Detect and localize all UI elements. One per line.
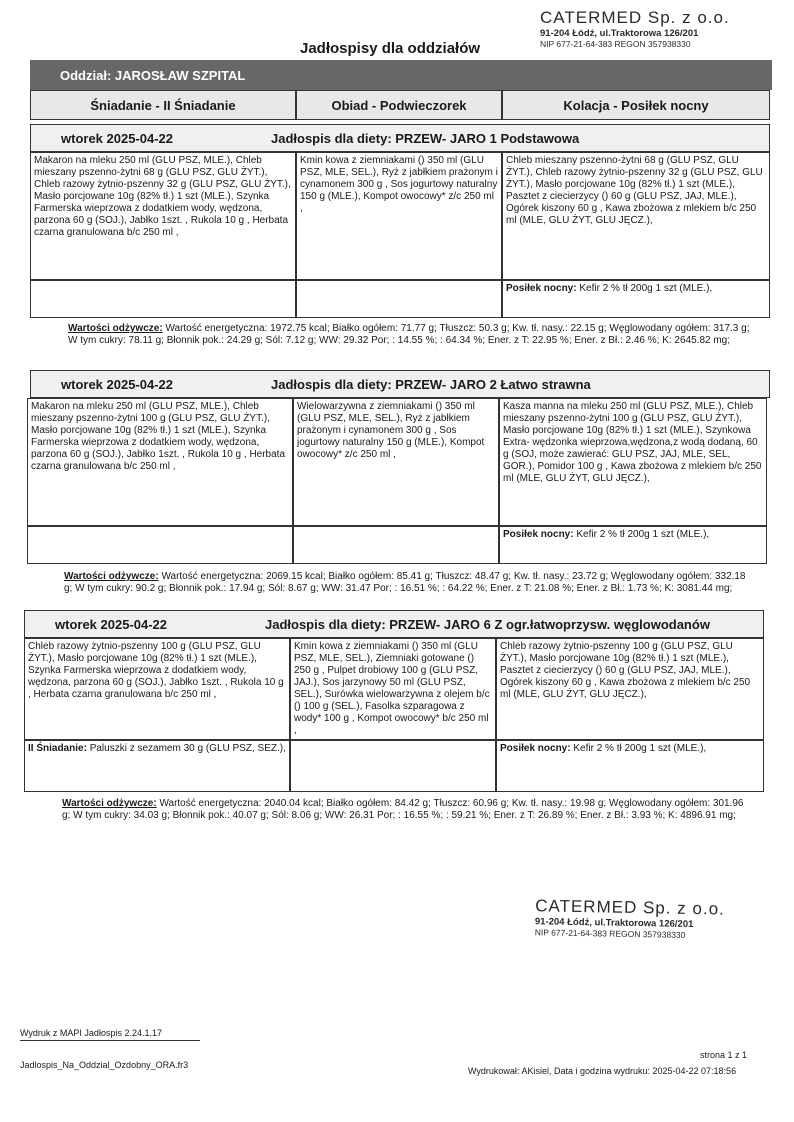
second-breakfast-label: II Śniadanie:	[28, 743, 87, 754]
night-meal-text: Kefir 2 % tł 200g 1 szt (MLE.),	[573, 743, 707, 754]
night-meal-cell	[496, 740, 764, 792]
diet-header	[30, 370, 770, 398]
footer-divider	[20, 1040, 200, 1041]
diet-name: Jadłospis dla diety: PRZEW- JARO 2 Łatwo strawna	[271, 377, 591, 392]
department-bar: Oddział: JAROSŁAW SZPITAL	[30, 60, 772, 90]
second-breakfast-cell	[27, 526, 293, 564]
snack-cell	[296, 280, 502, 318]
night-meal-text: Kefir 2 % tł 200g 1 szt (MLE.),	[576, 529, 710, 540]
snack-cell	[293, 526, 499, 564]
second-breakfast-cell	[24, 740, 290, 792]
nutrition-label: Wartości odżywcze:	[62, 798, 157, 809]
column-header-breakfast: Śniadanie - II Śniadanie	[30, 90, 296, 120]
diet-name: Jadłospis dla diety: PRZEW- JARO 1 Podstawowa	[271, 131, 580, 146]
nutrition-text: Wartość energetyczna: 2040.04 kcal; Białko ogółem: 84.42 g; Tłuszcz: 60.96 g; Kw. tł. nasy.: 19.98 g; Węglowodany ogółem: 301.96 g; W tym cukry: 34.03 g; Błonnik pok.: 40.07 g; Sól: 8.06 g; WW: 26.31 Por; : 16.55 %; : 59.21 %; Ener. z T: 26.89 %; Ener. z Bł.: 3.93 %; K: 4896.91 mg;	[62, 798, 744, 821]
diet-header	[30, 124, 770, 152]
footer-program: Wydruk z MAPI Jadłospis 2.24.1.17	[20, 1028, 162, 1038]
dinner-cell: Chleb mieszany pszenno-żytni 68 g (GLU PSZ, GLU ŻYT.), Chleb razowy żytnio-pszenny 32 g (GLU PSZ, GLU ŻYT.), Masło porcjowane 10g (82% tł.) 1 szt (MLE.), Pasztet z ciecierzycy () 60 g (GLU PSZ, JAJ, MLE.), Ogórek kiszony 60 g , Kawa zbożowa z mlekiem b/c 250 ml (MLE, GLU ŻYT, GLU JĘCZ.),	[502, 152, 770, 280]
diet-name: Jadłospis dla diety: PRZEW- JARO 6 Z ogr.łatwoprzysw. węglowodanów	[265, 617, 710, 632]
column-header-lunch: Obiad - Podwieczorek	[296, 90, 502, 120]
lunch-cell: Wielowarzywna z ziemniakami () 350 ml (GLU PSZ, MLE, SEL.), Ryż z jabłkiem prażonym i cynamonem 300 g , Sos jogurtowy naturalny 150 g (MLE.), Kompot owocowy* z/c 250 ml ,	[293, 398, 499, 526]
stamp-address: 91-204 Łódź, ul.Traktorowa 126/201	[540, 28, 699, 39]
night-meal-cell	[502, 280, 770, 318]
dinner-cell: Kasza manna na mleku 250 ml (GLU PSZ, MLE.), Chleb mieszany pszenno-żytni 100 g (GLU PSZ, GLU ŻYT.), Masło porcjowane 10g (82% tł.) 1 szt (MLE.), Szynkowa Extra- wędzonka wieprzowa,wędzona,z wodą dodaną, 60 g (SOJ, może zawierać: GLU PSZ, JAJ, MLE, SEL, GOR.), Pomidor 100 g , Kawa zbożowa z mlekiem b/c 250 ml (MLE, GLU ŻYT, GLU JĘCZ.),	[499, 398, 767, 526]
diet-date: wtorek 2025-04-22	[55, 617, 168, 632]
nutrition-values	[62, 798, 752, 822]
company-stamp-top	[540, 8, 790, 49]
dinner-cell: Chleb razowy żytnio-pszenny 100 g (GLU PSZ, GLU ŻYT.), Masło porcjowane 10g (82% tł.) 1 szt (MLE.), Pasztet z ciecierzycy () 60 g (GLU PSZ, JAJ, MLE.), Ogórek kiszony 60 g , Kawa zbożowa z mlekiem b/c 250 ml (MLE, GLU ŻYT, GLU JĘCZ.),	[496, 638, 764, 740]
stamp-nip: NIP 677-21-64-383 REGON 357938330	[534, 927, 686, 940]
nutrition-text: Wartość energetyczna: 1972.75 kcal; Białko ogółem: 71.77 g; Tłuszcz: 50.3 g; Kw. tł. nasy.: 22.15 g; Węglowodany ogółem: 317.3 g; W tym cukry: 78.11 g; Błonnik pok.: 24.29 g; Sól: 7.12 g; WW: 29.32 Por; : 14.55 %; : 64.34 %; Ener. z T: 22.95 %; Ener. z Bł.: 2.46 %; K: 2645.82 mg;	[68, 323, 750, 346]
diet-date: wtorek 2025-04-22	[61, 377, 174, 392]
lunch-cell: Kmin kowa z ziemniakami () 350 ml (GLU PSZ, MLE, SEL.), Ryż z jabłkiem prażonym i cynamonem 300 g , Sos jogurtowy naturalny 150 g (MLE.), Kompot owocowy* z/c 250 ml ,	[296, 152, 502, 280]
breakfast-cell: Makaron na mleku 250 ml (GLU PSZ, MLE.), Chleb mieszany pszenno-żytni 100 g (GLU PSZ, GLU ŻYT.), Masło porcjowane 10g (82% tł.) 1 szt (MLE.), Szynka Farmerska wieprzowa z dodatkiem wody, wędzona, parzona 60 g (SOJ.), Jabłko 1szt. , Rukola 10 g , Herbata czarna granulowana b/c 250 ml ,	[27, 398, 293, 526]
night-meal-label: Posiłek nocny:	[506, 283, 577, 294]
stamp-company: CATERMED Sp. z o.o.	[540, 8, 730, 27]
stamp-address: 91-204 Łódź, ul.Traktorowa 126/201	[534, 916, 694, 931]
second-breakfast-cell	[30, 280, 296, 318]
nutrition-values	[64, 571, 754, 595]
footer-page: strona 1 z 1	[700, 1050, 748, 1060]
second-breakfast-text: Paluszki z sezamem 30 g (GLU PSZ, SEZ.),	[89, 743, 286, 754]
diet-date: wtorek 2025-04-22	[61, 131, 174, 146]
company-stamp-bottom	[535, 896, 736, 940]
footer-printed-by: Wydrukował: AKisiel, Data i godzina wydruku: 2025-04-22 07:18:56	[468, 1066, 737, 1076]
stamp-company: CATERMED Sp. z o.o.	[535, 896, 726, 919]
breakfast-cell: Makaron na mleku 250 ml (GLU PSZ, MLE.), Chleb mieszany pszenno-żytni 68 g (GLU PSZ, GLU ŻYT.), Chleb razowy żytnio-pszenny 32 g (GLU PSZ, GLU ŻYT.), Masło porcjowane 10g (82% tł.) 1 szt (MLE.), Szynka Farmerska wieprzowa z dodatkiem wody, wędzona, parzona 60 g (SOJ.), Jabłko 1szt. , Rukola 10 g , Herbata czarna granulowana b/c 250 ml ,	[30, 152, 296, 280]
night-meal-label: Posiłek nocny:	[500, 743, 571, 754]
snack-cell	[290, 740, 496, 792]
night-meal-cell	[499, 526, 767, 564]
diet-header	[24, 610, 764, 638]
column-header-dinner: Kolacja - Posiłek nocny	[502, 90, 770, 120]
footer-file: Jadlospis_Na_Oddzial_Ozdobny_ORA.fr3	[20, 1060, 189, 1070]
nutrition-text: Wartość energetyczna: 2069.15 kcal; Białko ogółem: 85.41 g; Tłuszcz: 48.47 g; Kw. tł. nasy.: 23.72 g; Węglowodany ogółem: 332.18 g; W tym cukry: 90.2 g; Błonnik pok.: 17.94 g; Sól: 8.67 g; WW: 31.47 Por; : 16.51 %; : 64.22 %; Ener. z T: 21.08 %; Ener. z Bł.: 1.73 %; K: 3081.44 mg;	[64, 571, 746, 594]
nutrition-label: Wartości odżywcze:	[68, 323, 163, 334]
nutrition-label: Wartości odżywcze:	[64, 571, 159, 582]
page-title: Jadłospisy dla oddziałów	[300, 40, 481, 57]
nutrition-values	[68, 323, 758, 347]
breakfast-cell: Chleb razowy żytnio-pszenny 100 g (GLU PSZ, GLU ŻYT.), Masło porcjowane 10g (82% tł.) 1 szt (MLE.), Szynka Farmerska wieprzowa z dodatkiem wody, wędzona, parzona 60 g (SOJ.), Jabłko 1szt. , Rukola 10 g , Herbata czarna granulowana b/c 250 ml ,	[24, 638, 290, 740]
lunch-cell: Kmin kowa z ziemniakami () 350 ml (GLU PSZ, MLE, SEL.), Ziemniaki gotowane () 250 g , Pulpet drobiowy 100 g (GLU PSZ, JAJ.), Sos jarzynowy 50 ml (GLU PSZ, SEL.), Surówka wielowarzywna z olejem b/c () 100 g (SEL.), Fasolka szparagowa z wody* 100 g , Kompot owocowy* b/c 250 ml ,	[290, 638, 496, 740]
night-meal-label: Posiłek nocny:	[503, 529, 574, 540]
night-meal-text: Kefir 2 % tł 200g 1 szt (MLE.),	[579, 283, 713, 294]
stamp-nip: NIP 677-21-64-383 REGON 357938330	[540, 39, 691, 49]
